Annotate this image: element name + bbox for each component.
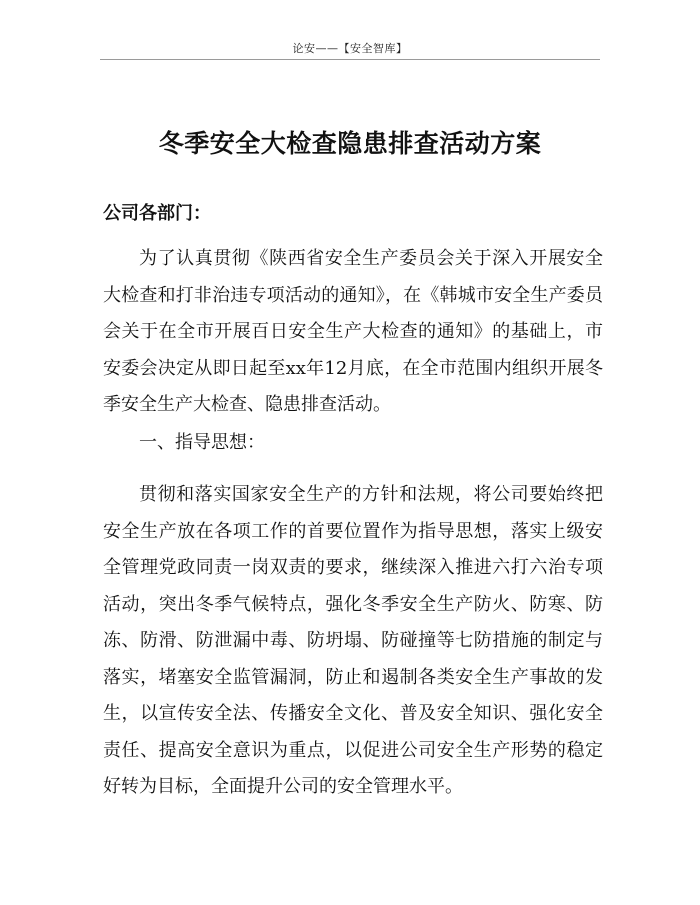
header-divider [100, 59, 600, 60]
section-heading-guiding-principle: 一、指导思想： [139, 432, 265, 453]
paragraph-guiding-principle: 贯彻和落实国家安全生产的方针和法规，将公司要始终把安全生产放在各项工作的首要位置作为指导思想，落实上级安全管理党政同责一岗双责的要求，继续深入推进六打六治专项活动，突出冬季气候特点，强化冬季安全生产防火、防寒、防冻、防滑、防泄漏中毒、防坍塌、防碰撞等七防措施的制定与落实，堵塞安全监管漏洞，防止和遏制各类安全生产事故的发生，以宣传安全法、传播安全文化、普及安全知识、强化安全责任、提高安全意识为重点，以促进公司安全生产形势的稳定好转为目标，全面提升公司的安全管理水平。 [103, 484, 603, 797]
document-title: 冬季安全大检查隐患排查活动方案 [158, 129, 542, 158]
paragraph-intro: 为了认真贯彻《陕西省安全生产委员会关于深入开展安全大检查和打非治违专项活动的通知》，在《韩城市安全生产委员会关于在全市开展百日安全生产大检查的通知》的基础上，市安委会决定从即日起至xx年12月底，在全市范围内组织开展冬季安全生产大检查、隐患排查活动。 [103, 248, 603, 415]
page-header: 论安——【安全智库】 [292, 42, 408, 55]
salutation: 公司各部门： [103, 203, 211, 224]
